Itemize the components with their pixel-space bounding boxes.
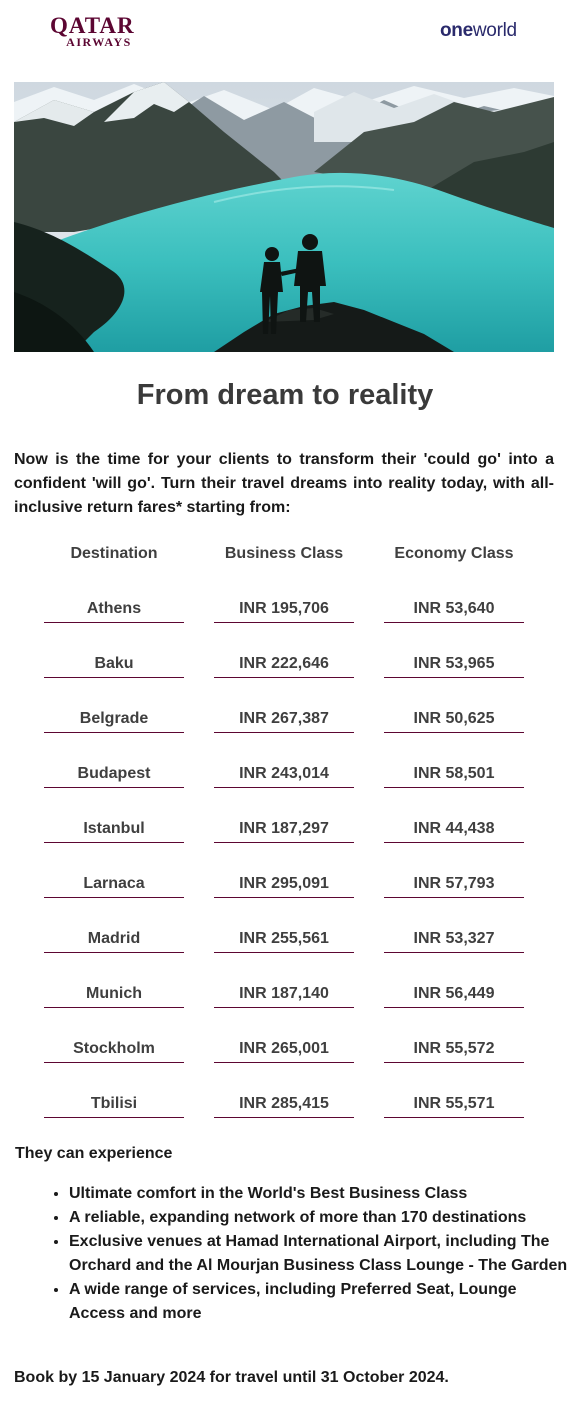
- destination-cell: Istanbul: [44, 815, 184, 843]
- business-fare-cell: INR 195,706: [214, 595, 354, 623]
- destination-cell: Madrid: [44, 925, 184, 953]
- table-row: [29, 980, 539, 1016]
- page-headline: From dream to reality: [136, 379, 434, 411]
- business-fare-cell: INR 285,415: [214, 1090, 354, 1118]
- qatar-airways-logo[interactable]: [50, 13, 135, 49]
- economy-fare-cell: INR 58,501: [384, 760, 524, 788]
- economy-fare-cell: INR 55,572: [384, 1035, 524, 1063]
- table-row: [29, 760, 539, 796]
- business-fare-cell: INR 187,297: [214, 815, 354, 843]
- destination-cell: Munich: [44, 980, 184, 1008]
- business-fare-cell: INR 243,014: [214, 760, 354, 788]
- experience-heading: They can experience: [15, 1145, 173, 1162]
- destination-cell: Budapest: [44, 760, 184, 788]
- business-fare-cell: INR 187,140: [214, 980, 354, 1008]
- business-fare-cell: INR 265,001: [214, 1035, 354, 1063]
- booking-note: Book by 15 January 2024 for travel until 31 October 2024.: [14, 1369, 449, 1386]
- destination-cell: Baku: [44, 650, 184, 678]
- table-row: [29, 870, 539, 906]
- destination-cell: Athens: [44, 595, 184, 623]
- list-item: • Exclusive venues at Hamad International Airport, including The Orchard and the Al Mourjan Business Class Lounge - The Garden: [69, 1230, 570, 1278]
- list-item: • Ultimate comfort in the World's Best Business Class: [69, 1182, 570, 1206]
- list-item: • A wide range of services, including Preferred Seat, Lounge Access and more: [69, 1278, 570, 1326]
- business-fare-cell: INR 267,387: [214, 705, 354, 733]
- economy-fare-cell: INR 55,571: [384, 1090, 524, 1118]
- logo-line-2: AIRWAYS: [66, 35, 132, 49]
- table-row: [29, 815, 539, 851]
- hero-image: [14, 82, 554, 352]
- destination-cell: Larnaca: [44, 870, 184, 898]
- destination-cell: Stockholm: [44, 1035, 184, 1063]
- economy-fare-cell: INR 50,625: [384, 705, 524, 733]
- economy-fare-cell: INR 57,793: [384, 870, 524, 898]
- column-header-economy: Economy Class: [394, 545, 514, 562]
- column-header-business: Business Class: [224, 545, 344, 562]
- column-header-destination: Destination: [70, 545, 158, 562]
- destination-cell: Belgrade: [44, 705, 184, 733]
- table-row: [29, 925, 539, 961]
- table-row: [29, 650, 539, 686]
- table-row: [29, 1035, 539, 1071]
- oneworld-logo-rest: world: [472, 20, 517, 41]
- economy-fare-cell: INR 56,449: [384, 980, 524, 1008]
- table-row: [29, 595, 539, 631]
- intro-paragraph: Now is the time for your clients to transform their 'could go' into a confident 'will go'. Turn their travel dreams into reality today, with all-inclusive return fares* starting from:: [14, 451, 554, 516]
- benefits-list: [54, 1182, 570, 1326]
- table-row: [29, 705, 539, 741]
- destination-cell: Tbilisi: [44, 1090, 184, 1118]
- list-item: • A reliable, expanding network of more than 170 destinations: [69, 1206, 570, 1230]
- mountain-lake-illustration: [14, 82, 554, 352]
- email-header: [0, 0, 570, 80]
- economy-fare-cell: INR 53,327: [384, 925, 524, 953]
- business-fare-cell: INR 222,646: [214, 650, 354, 678]
- business-fare-cell: INR 255,561: [214, 925, 354, 953]
- economy-fare-cell: INR 53,965: [384, 650, 524, 678]
- oneworld-logo[interactable]: [440, 20, 517, 42]
- logo-line-1: QATAR: [50, 13, 135, 38]
- business-fare-cell: INR 295,091: [214, 870, 354, 898]
- table-row: [29, 1090, 539, 1126]
- economy-fare-cell: INR 53,640: [384, 595, 524, 623]
- economy-fare-cell: INR 44,438: [384, 815, 524, 843]
- oneworld-logo-bold: one: [440, 20, 473, 41]
